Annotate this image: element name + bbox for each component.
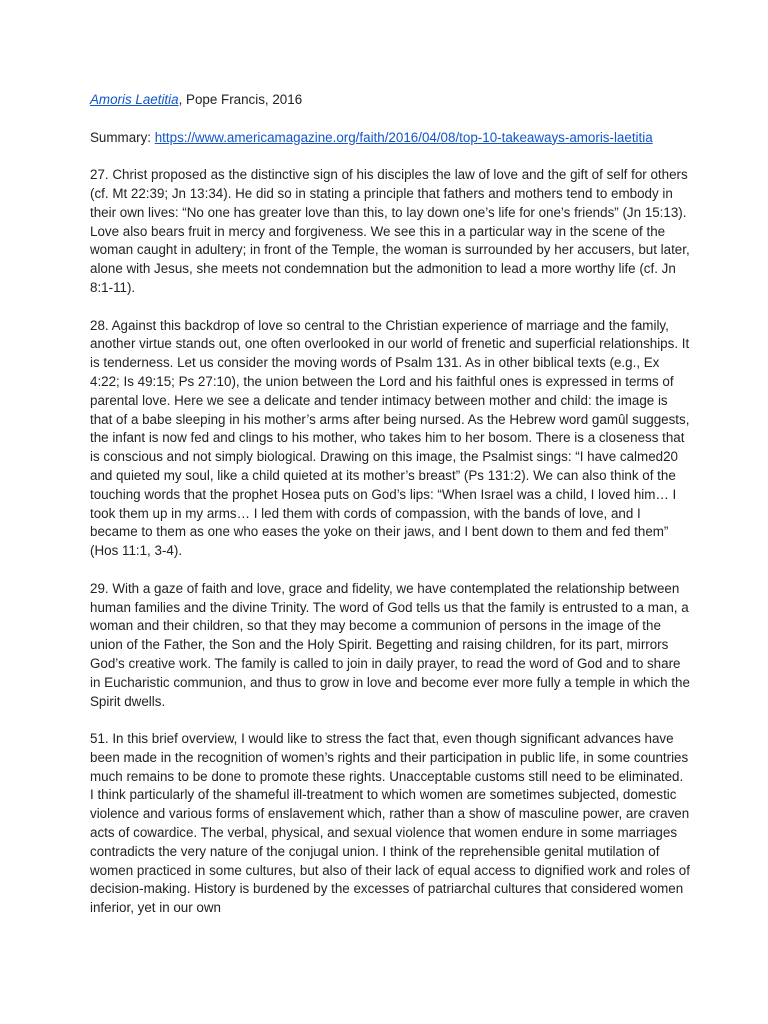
summary-label: Summary: (90, 129, 155, 145)
paragraph-51: 51. In this brief overview, I would like to stress the fact that, even though significant advances have been made in the recognition of women’s rights and their participation in public life, in some countries much remains to be done to promote these rights. Unacceptable customs still need to be eliminated. I think particularly of the shameful ill-treatment to which women are sometimes subjected, domestic violence and various forms of enslavement which, rather than a show of masculine power, are craven acts of cowardice. The verbal, physical, and sexual violence that women endure in some marriages contradicts the very nature of the conjugal union. I think of the reprehensible genital mutilation of women practiced in some cultures, but also of their lack of equal access to dignified work and roles of decision-making. History is burdened by the excesses of patriarchal cultures that considered women inferior, yet in our own (90, 731, 690, 916)
summary-line (90, 129, 690, 148)
paragraph-28: 28. Against this backdrop of love so central to the Christian experience of marriage and the family, another virtue stands out, one often overlooked in our world of frenetic and superficial relationships. It is tenderness. Let us consider the moving words of Psalm 131. As in other biblical texts (e.g., Ex 4:22; Is 49:15; Ps 27:10), the union between the Lord and his faithful ones is expressed in terms of parental love. Here we see a delicate and tender intimacy between mother and child: the image is that of a babe sleeping in his mother’s arms after being nursed. As the Hebrew word gamûl suggests, the infant is now fed and clings to his mother, who takes him to her bosom. There is a closeness that is conscious and not simply biological. Drawing on this image, the Psalmist sings: “I have calmed20 and quieted my soul, like a child quieted at its mother’s breast” (Ps 131:2). We can also think of the touching words that the prophet Hosea puts on God’s lips: “When Israel was a child, I loved him… I took them up in my arms… I led them with cords of compassion, with the bands of love, and I became to them as one who eases the yoke on their jaws, and I bent down to them and fed them” (Hos 11:1, 3-4). (90, 317, 690, 559)
paragraph-27: 27. Christ proposed as the distinctive sign of his disciples the law of love and the gift of self for others (cf. Mt 22:39; Jn 13:34). He did so in stating a principle that fathers and mothers tend to embody in their own lives: “No one has greater love than this, to lay down one’s life for one’s friends” (Jn 15:13). Love also bears fruit in mercy and forgiveness. We see this in a particular way in the scene of the woman caught in adultery; in front of the Temple, the woman is surrounded by her accusers, but later, alone with Jesus, she meets not condemnation but the admonition to lead a more worthy life (cf. Jn 8:1-11). (90, 167, 690, 295)
paragraph-29: 29. With a gaze of faith and love, grace and fidelity, we have contemplated the relationship between human families and the divine Trinity. The word of God tells us that the family is entrusted to a man, a woman and their children, so that they may become a communion of persons in the image of the union of the Father, the Son and the Holy Spirit. Begetting and raising children, for its part, mirrors God’s creative work. The family is called to join in daily prayer, to read the word of God and to share in Eucharistic communion, and thus to grow in love and become ever more fully a temple in which the Spirit dwells. (90, 580, 690, 709)
title-link[interactable]: Amoris Laetitia (90, 92, 179, 107)
document-page (90, 91, 690, 918)
document-title (90, 91, 690, 110)
summary-link[interactable]: https://www.americamagazine.org/faith/2016/04/08/top-10-takeaways-amoris-laetitia (154, 129, 653, 145)
title-author-year: , Pope Francis, 2016 (178, 92, 303, 107)
